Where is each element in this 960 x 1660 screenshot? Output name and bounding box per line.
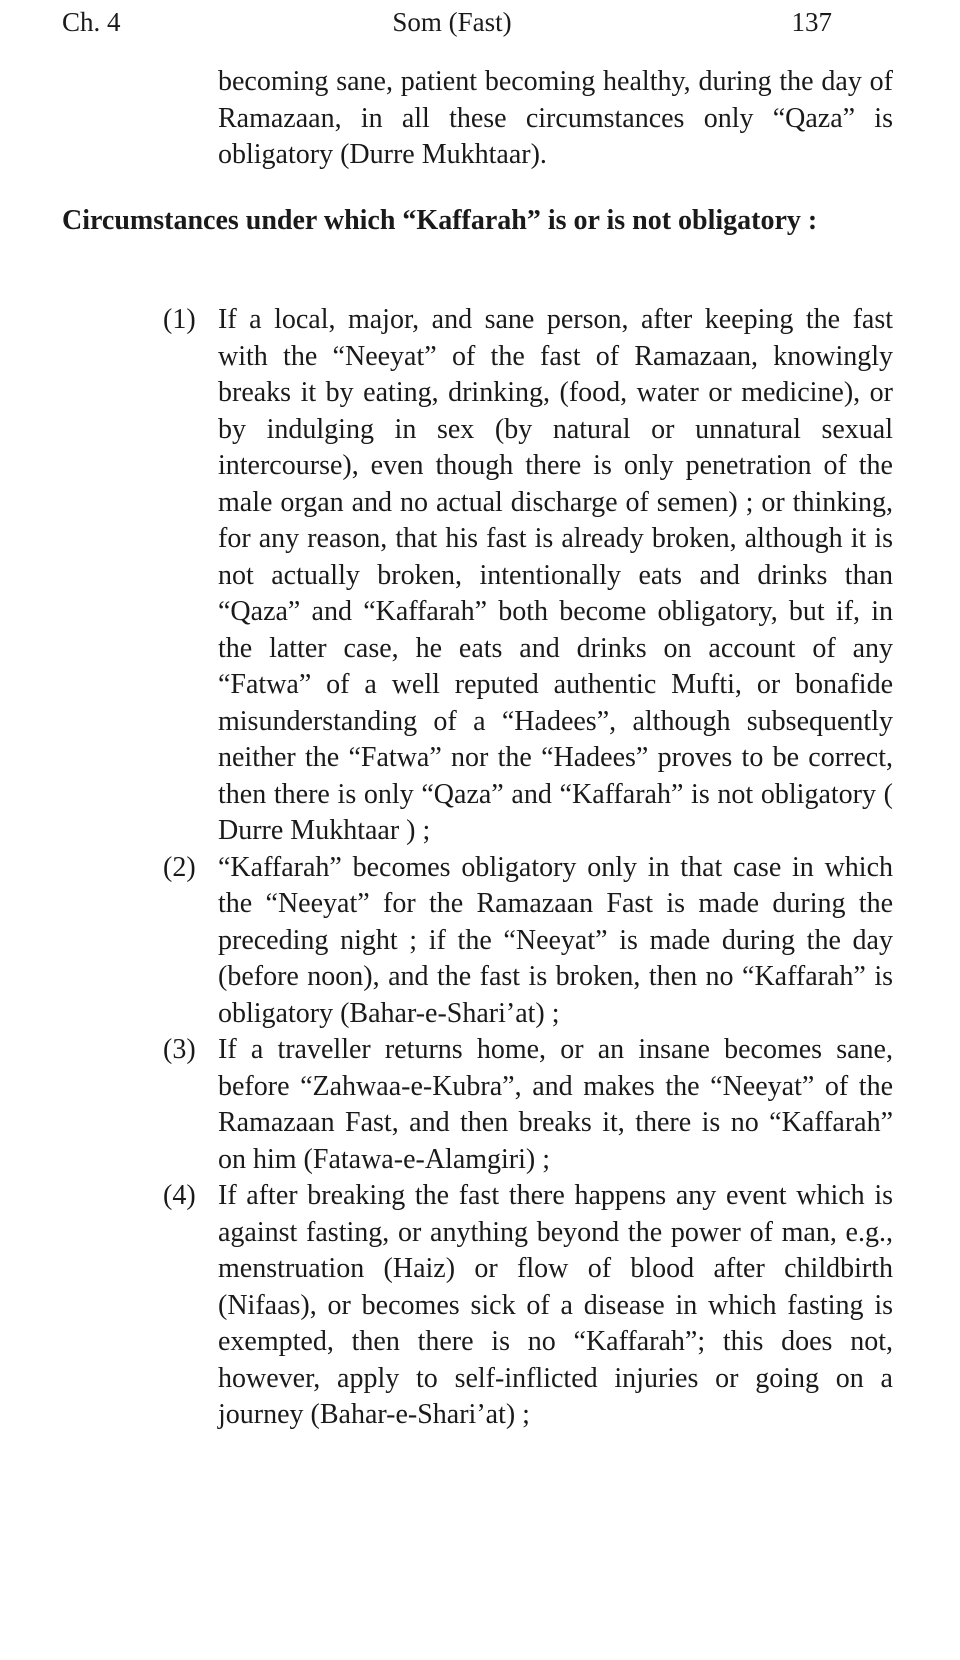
- page-number: 137: [791, 7, 832, 37]
- intro-paragraph: becoming sane, patient becoming healthy, during the day of Ramazaan, in all these circumstances only “Qaza” is obligatory (Durre Mukhtaar).: [218, 66, 893, 170]
- item-number: (4): [163, 1180, 196, 1211]
- list-item: [163, 1178, 893, 1434]
- chapter-label: Ch. 4: [62, 7, 121, 37]
- item-text: If a traveller returns home, or an insane becomes sane, before “Zahwaa-e-Kubra”, and makes the “Neeyat” of the Ramazaan Fast, and then breaks it, there is no “Kaffarah” on him (Fatawa-e-Alamgiri) ;: [218, 1034, 893, 1175]
- item-text: “Kaffarah” becomes obligatory only in that case in which the “Neeyat” for the Ramazaan Fast is made during the preceding night ; if the “Neeyat” is made during the day (before noon), and the fast is broken, then no “Kaffarah” is obligatory (Bahar-e-Shari’at) ;: [218, 851, 893, 1029]
- running-title: Som (Fast): [392, 7, 512, 37]
- item-text: If after breaking the fast there happens any event which is against fasting, or anything beyond the power of man, e.g., menstruation (Haiz) or flow of blood after childbirth (Nifaas), or becomes sick of a disease in which fasting is exempted, then there is no “Kaffarah”; this does not, however, apply to self-inflicted injuries or going on a journey (Bahar-e-Shari’at) ;: [218, 1180, 893, 1430]
- list-item: [163, 850, 893, 1033]
- numbered-list: [163, 302, 893, 1434]
- item-number: (1): [163, 304, 196, 335]
- list-item: [163, 1032, 893, 1178]
- item-text: If a local, major, and sane person, after keeping the fast with the “Neeyat” of the fast of Ramazaan, knowingly breaks it by eating, drinking, (food, water or medicine), or by indulging in sex (by natural or unnatural sexual intercourse), even though there is only penetration of the male organ and no actual discharge of semen) ; or thinking, for any reason, that his fast is already broken, although it is not actually broken, intentionally eats and drinks than “Qaza” and “Kaffarah” both become obligatory, but if, in the latter case, he eats and drinks on account of any “Fatwa” of a well reputed authentic Mufti, or bonafide misunderstanding of a “Hadees”, although subsequently neither the “Fatwa” nor the “Hadees” proves to be correct, then there is only “Qaza” and “Kaffarah” is not obligatory ( Durre Mukhtaar ) ;: [218, 304, 893, 846]
- item-number: (3): [163, 1034, 196, 1065]
- section-heading: Circumstances under which “Kaffarah” is or is not obligatory :: [62, 205, 818, 236]
- item-number: (2): [163, 851, 196, 883]
- list-item: [163, 302, 893, 850]
- running-header: [62, 4, 832, 40]
